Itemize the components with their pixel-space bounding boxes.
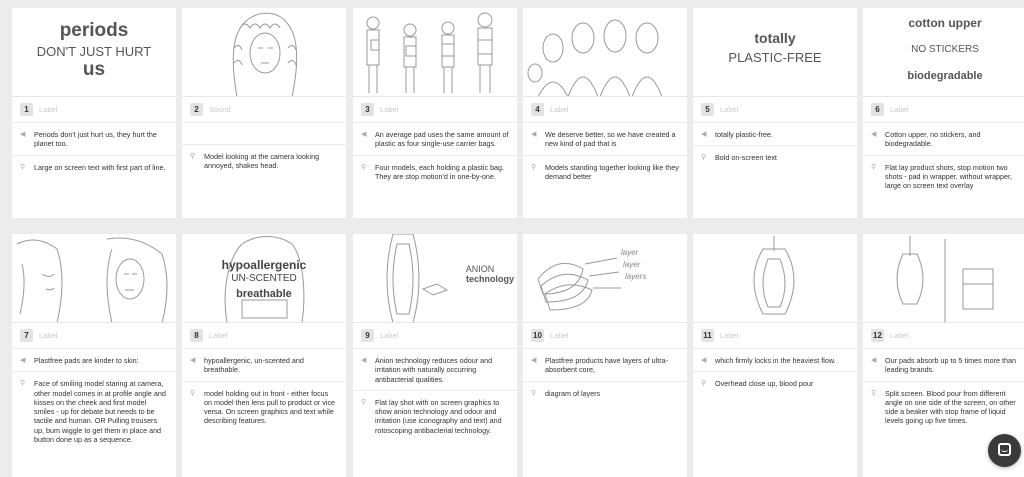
action-text[interactable]: model holding out in front - either focus on model then lens pull to product or vice versa. On screen graphics and text while describing features.: [204, 388, 336, 426]
action-row[interactable]: [12, 155, 176, 178]
storyboard-card-1[interactable]: [12, 8, 176, 218]
frame-text: biodegradable: [907, 70, 983, 82]
audio-row[interactable]: [863, 123, 1024, 155]
audio-row[interactable]: [523, 123, 687, 155]
chat-button[interactable]: [988, 434, 1021, 467]
audio-row[interactable]: [693, 349, 857, 371]
frame-text: hypoallergenic: [221, 258, 307, 272]
speaker-icon: ◀: [701, 357, 707, 364]
card-number: 12: [871, 329, 884, 342]
storyboard-card-6[interactable]: [863, 8, 1024, 218]
action-row[interactable]: [693, 371, 857, 394]
card-label[interactable]: Label: [720, 105, 739, 114]
frame-text: layer: [623, 260, 641, 269]
frame-text: breathable: [236, 288, 292, 300]
audio-row[interactable]: [863, 349, 1024, 381]
running-figure-icon: ⚲: [531, 389, 537, 397]
running-figure-icon: ⚲: [190, 153, 196, 160]
audio-text[interactable]: Plastfree products have layers of ultra-absorbent core,: [545, 356, 669, 375]
frame-image[interactable]: [863, 8, 1024, 97]
card-meta: [693, 97, 857, 123]
audio-text[interactable]: totally plastic-free.: [715, 130, 773, 139]
audio-text[interactable]: Plastfree pads are kinder to skin:: [34, 356, 139, 365]
speaker-icon: ◀: [361, 131, 367, 138]
card-label[interactable]: Label: [39, 105, 58, 114]
running-figure-icon: ⚲: [871, 163, 877, 171]
frame-image[interactable]: [182, 234, 346, 323]
sketch-kiss-models: [12, 234, 176, 323]
storyboard-card-3[interactable]: [353, 8, 517, 218]
frame-text: layers: [625, 272, 647, 281]
speaker-icon: ◀: [20, 357, 26, 364]
card-meta: [523, 97, 687, 123]
running-figure-icon: ⚲: [20, 380, 26, 388]
audio-row[interactable]: [12, 123, 176, 155]
running-figure-icon: ⚲: [361, 398, 367, 406]
card-meta: [182, 323, 346, 349]
card-number: 7: [20, 329, 33, 342]
action-text[interactable]: Model looking at the camera looking annoyed, shakes head.: [204, 152, 320, 171]
action-row[interactable]: [182, 144, 346, 177]
card-number: 2: [190, 103, 203, 116]
audio-row[interactable]: [182, 123, 346, 144]
audio-text[interactable]: We deserve better, so we have created a new kind of pad that is: [545, 130, 676, 149]
running-figure-icon: ⚲: [871, 389, 877, 397]
audio-row[interactable]: [693, 123, 857, 145]
storyboard-card-8[interactable]: [182, 234, 346, 477]
card-meta: [12, 97, 176, 123]
card-meta: [863, 323, 1024, 349]
speaker-icon: ◀: [20, 131, 26, 138]
action-text[interactable]: Bold on-screen text: [715, 153, 777, 163]
card-label[interactable]: Label: [890, 105, 909, 114]
action-text[interactable]: Flat lay shot with on screen graphics to show anion technology and odour and irritation (use iconography and text) and rotoscoping antibacterial technology.: [375, 397, 502, 435]
frame-text: NO STICKERS: [911, 44, 979, 55]
speaker-icon: ◀: [531, 357, 537, 364]
card-number: 6: [871, 103, 884, 116]
storyboard-card-10[interactable]: [523, 234, 687, 477]
audio-text[interactable]: Periods don't just hurt us, they hurt the planet too.: [34, 130, 157, 149]
action-text[interactable]: Overhead close up, blood pour: [715, 379, 814, 389]
card-meta: [863, 97, 1024, 123]
frame-image[interactable]: [523, 8, 687, 97]
card-number: 4: [531, 103, 544, 116]
sketch-split-screen-beaker: [863, 234, 1024, 323]
frame-image[interactable]: [182, 8, 346, 97]
running-figure-icon: ⚲: [531, 163, 537, 171]
sketch-blood-pour: [693, 234, 857, 323]
sketch-annoyed-model: [182, 8, 346, 97]
speaker-icon: ◀: [361, 357, 367, 364]
audio-text[interactable]: hypoallergenic, un-scented and breathable.: [204, 356, 304, 375]
speaker-icon: [190, 130, 204, 138]
frame-text: ANION: [465, 264, 495, 274]
frame-image[interactable]: [863, 234, 1024, 323]
action-row[interactable]: [353, 155, 517, 188]
speaker-icon: ◀: [701, 131, 707, 138]
audio-row[interactable]: [353, 123, 517, 155]
storyboard-card-11[interactable]: [693, 234, 857, 477]
card-number: 8: [190, 329, 203, 342]
action-row[interactable]: [863, 381, 1024, 432]
action-text[interactable]: Flat lay product shots, stop motion two shots - pad in wrapper, without wrapper, large on screen text overlay: [885, 162, 1013, 191]
action-row[interactable]: [523, 155, 687, 188]
running-figure-icon: ⚲: [701, 154, 707, 162]
frame-image[interactable]: [693, 234, 857, 323]
frame-text: PLASTIC-FREE: [728, 50, 822, 65]
frame-text: DON'T JUST HURT: [36, 44, 152, 59]
card-meta: [693, 323, 857, 349]
storyboard-card-2[interactable]: [182, 8, 346, 218]
frame-text: us: [82, 59, 106, 80]
storyboard-card-9[interactable]: [353, 234, 517, 477]
action-row[interactable]: [863, 155, 1024, 197]
card-label[interactable]: Label: [890, 331, 909, 340]
audio-text[interactable]: which firmly locks in the heaviest flow.: [715, 356, 836, 365]
card-number: 1: [20, 103, 33, 116]
action-row[interactable]: [12, 371, 176, 450]
action-text[interactable]: Models standing together looking like they demand better: [545, 162, 679, 181]
card-meta: [182, 97, 346, 123]
running-figure-icon: ⚲: [20, 163, 26, 171]
card-label[interactable]: Sound: [209, 105, 231, 114]
card-label[interactable]: Label: [380, 105, 399, 114]
speaker-icon: ◀: [190, 357, 196, 364]
action-row[interactable]: [523, 381, 687, 404]
card-number: 9: [361, 329, 374, 342]
storyboard-card-5[interactable]: [693, 8, 857, 218]
frame-image[interactable]: [523, 234, 687, 323]
action-text[interactable]: Split screen. Blood pour from different angle on one side of the screen, on other side a beaker with stop frame of liquid levels going up five times.: [885, 388, 1016, 426]
card-label[interactable]: Label: [550, 331, 569, 340]
action-text[interactable]: Four models, each holding a plastic bag. They are stop motion'd in one-by-one.: [375, 162, 505, 181]
storyboard-card-4[interactable]: [523, 8, 687, 218]
audio-text[interactable]: [204, 130, 338, 138]
action-text[interactable]: Face of smiling model staring at camera, other model comes in at profile angle and kisses on the cheek and first model smiles - up for debate but needs to be tactile and human. OR Pulling trousers up, bum wiggle to get them in place and button done up as a sequence.: [34, 379, 166, 445]
frame-text: technology: [465, 274, 514, 284]
speaker-icon: ◀: [531, 131, 537, 138]
running-figure-icon: ⚲: [361, 163, 367, 171]
storyboard-card-7[interactable]: [12, 234, 176, 477]
action-text[interactable]: Large on screen text with first part of line.: [34, 162, 166, 172]
card-label[interactable]: Label: [550, 105, 569, 114]
frame-image[interactable]: [693, 8, 857, 97]
audio-text[interactable]: Our pads absorb up to 5 times more than leading brands.: [885, 356, 1017, 375]
card-meta: [353, 97, 517, 123]
frame-image[interactable]: [12, 8, 176, 97]
card-label[interactable]: Label: [380, 331, 399, 340]
card-label[interactable]: Label: [39, 331, 58, 340]
card-number: 5: [701, 103, 714, 116]
card-number: 11: [701, 329, 714, 342]
action-text[interactable]: diagram of layers: [545, 388, 601, 398]
audio-row[interactable]: [523, 349, 687, 381]
audio-row[interactable]: [182, 349, 346, 381]
frame-text: totally: [754, 30, 796, 46]
action-row[interactable]: [353, 390, 517, 441]
running-figure-icon: ⚲: [701, 380, 707, 388]
audio-text[interactable]: Cotton upper, no stickers, and biodegradable.: [885, 130, 981, 149]
frame-image[interactable]: [12, 234, 176, 323]
card-label[interactable]: Label: [209, 331, 228, 340]
card-meta: [353, 323, 517, 349]
frame-text: layer: [621, 248, 639, 257]
card-meta: [523, 323, 687, 349]
card-number: 10: [531, 329, 544, 342]
card-meta: [12, 323, 176, 349]
sketch-layers-diagram: [523, 234, 687, 323]
running-figure-icon: ⚲: [190, 389, 196, 397]
sketch-models-together: [523, 8, 687, 97]
speaker-icon: ◀: [871, 131, 877, 138]
audio-text[interactable]: An average pad uses the same amount of plastic as four single-use carrier bags.: [375, 130, 509, 149]
speaker-icon: ◀: [871, 357, 877, 364]
frame-image[interactable]: [353, 8, 517, 97]
card-label[interactable]: Label: [720, 331, 739, 340]
audio-row[interactable]: [12, 349, 176, 371]
audio-row[interactable]: [353, 349, 517, 390]
action-row[interactable]: [182, 381, 346, 432]
frame-text: periods: [59, 20, 129, 41]
sketch-four-models: [353, 8, 517, 97]
frame-text: cotton upper: [908, 16, 982, 30]
card-number: 3: [361, 103, 374, 116]
frame-text: UN-SCENTED: [231, 273, 297, 284]
frame-image[interactable]: [353, 234, 517, 323]
audio-text[interactable]: Anion technology reduces odour and irritation with naturally occurring antibacterial qualities.: [375, 356, 493, 384]
action-row[interactable]: [693, 145, 857, 168]
